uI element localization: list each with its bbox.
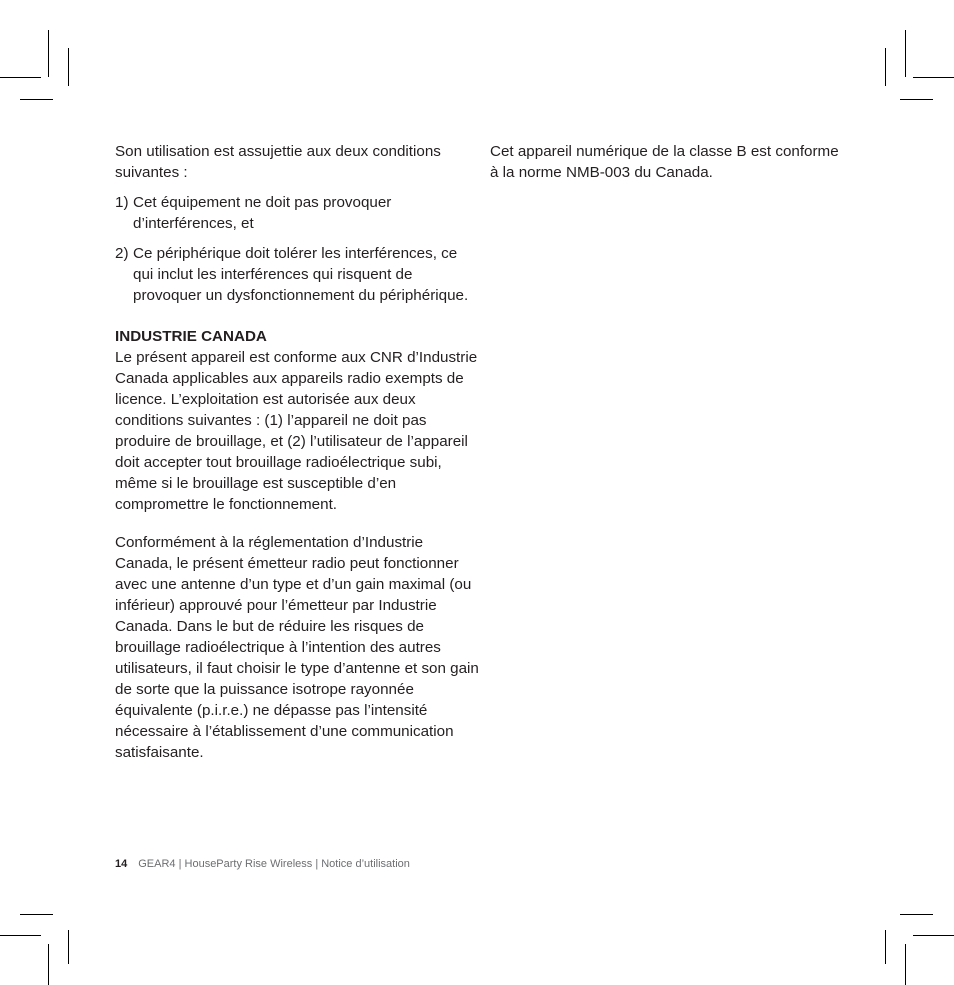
- paragraph: Le présent appareil est conforme aux CNR d’Industrie Canada applicables aux appareils radio exempts de licence. L’exploitation est autorisée aux deux conditions suivantes : (1) l’appareil ne doit pas produire de brouillage, et (2) l’utilisateur de l’appareil doit accepter tout brouillage radioélectrique subi, même si le brouillage est susceptible d’en compromettre le fonctionnement.: [115, 349, 478, 513]
- right-column: [490, 141, 850, 183]
- crop-mark: [0, 935, 41, 936]
- section-heading: INDUSTRIE CANADA: [115, 328, 267, 345]
- crop-mark: [913, 935, 954, 936]
- crop-mark: [900, 914, 933, 915]
- crop-mark: [885, 930, 886, 964]
- condition-text: Cet équipement ne doit pas provoquer d’interférences, et: [133, 194, 392, 232]
- crop-mark: [68, 930, 69, 964]
- condition-item: [115, 243, 480, 306]
- condition-item: [115, 192, 480, 234]
- crop-mark: [913, 77, 954, 78]
- left-column: [115, 141, 480, 763]
- condition-number: 1): [115, 194, 129, 211]
- crop-mark: [48, 944, 49, 985]
- page-footer: [115, 858, 410, 870]
- condition-text: Ce périphérique doit tolérer les interférences, ce qui inclut les interférences qui risquent de provoquer un dysfonctionnement du périphérique.: [133, 245, 469, 304]
- crop-mark: [68, 48, 69, 86]
- paragraph: Conformément à la réglementation d’Industrie Canada, le présent émetteur radio peut fonctionner avec une antenne d’un type et d’un gain maximal (ou inférieur) approuvé pour l’émetteur par Industrie Canada. Dans le but de réduire les risques de brouillage radioélectrique à l’intention des autres utilisateurs, il faut choisir le type d’antenne et son gain de sorte que la puissance isotrope rayonnée équivalente (p.i.r.e.) ne dépasse pas l’intensité nécessaire à l’établissement d’une communication satisfaisante.: [115, 534, 479, 761]
- footer-text: GEAR4 | HouseParty Rise Wireless | Notice d’utilisation: [138, 858, 410, 870]
- crop-mark: [905, 30, 906, 77]
- crop-mark: [905, 944, 906, 985]
- paragraph: Cet appareil numérique de la classe B est conforme à la norme NMB-003 du Canada.: [490, 143, 839, 181]
- page-number: 14: [115, 858, 128, 870]
- crop-mark: [885, 48, 886, 86]
- crop-mark: [900, 99, 933, 100]
- crop-mark: [20, 99, 53, 100]
- intro-text: Son utilisation est assujettie aux deux conditions suivantes :: [115, 143, 441, 181]
- crop-mark: [20, 914, 53, 915]
- crop-mark: [48, 30, 49, 77]
- condition-number: 2): [115, 245, 129, 262]
- crop-mark: [0, 77, 41, 78]
